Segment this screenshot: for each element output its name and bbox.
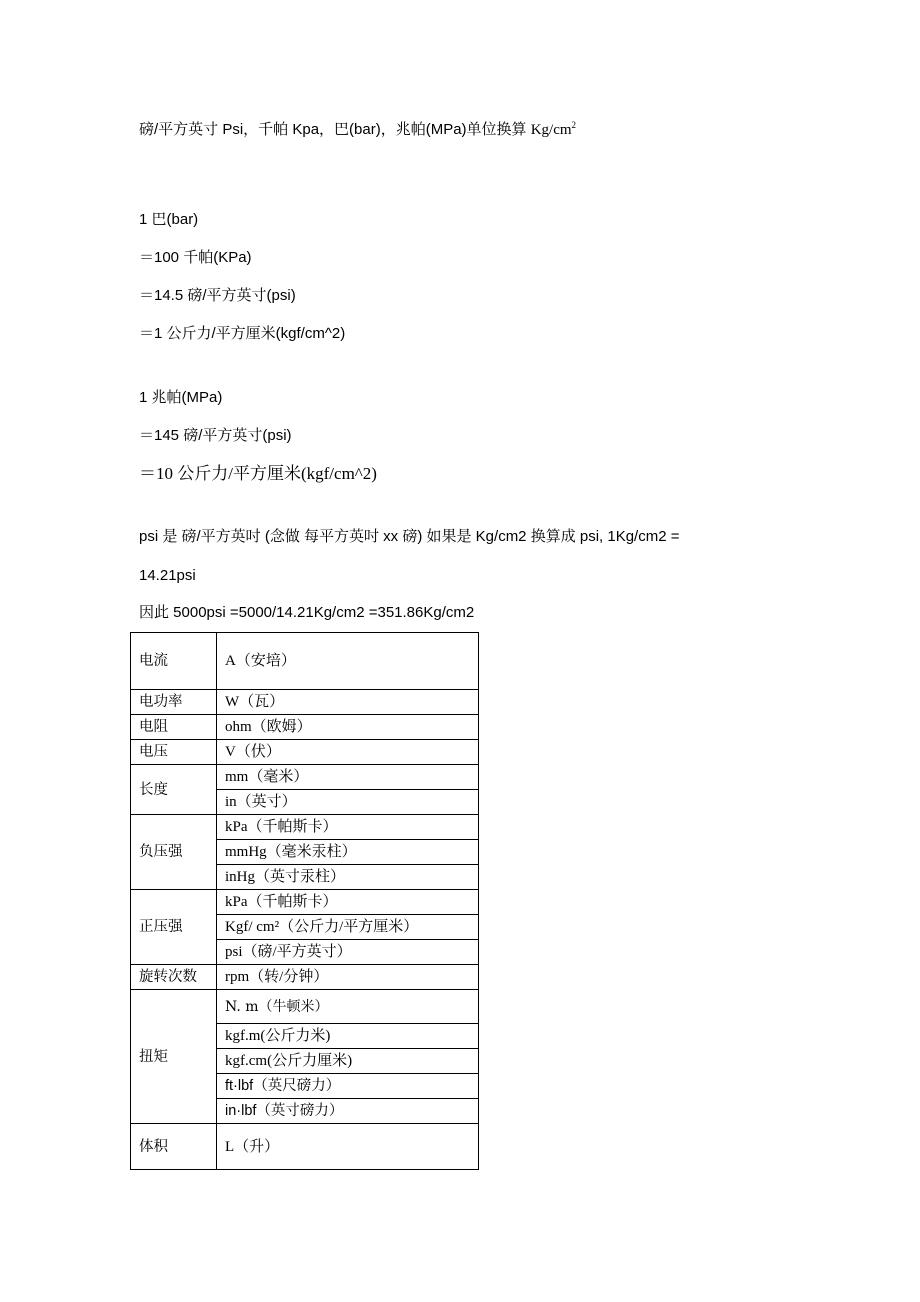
title-text: 磅/平方英寸 Psi，千帕 Kpa，巴(bar)，兆帕(MPa)单位换算 xyxy=(139,121,531,138)
unit-cell: kPa（千帕斯卡） xyxy=(217,815,479,840)
category-cell: 长度 xyxy=(131,765,217,815)
unit-cell: W（瓦） xyxy=(217,690,479,715)
category-cell: 正压强 xyxy=(131,890,217,965)
unit-cell: Kgf/ cm²（公斤力/平方厘米） xyxy=(217,915,479,940)
mpa-line-3: ＝10 公斤力/平方厘米(kgf/cm^2) xyxy=(139,464,377,483)
psi-note-line-1: psi 是 磅/平方英吋 (念做 每平方英吋 xx 磅) 如果是 Kg/cm2 换算成 psi, 1Kg/cm2 = xyxy=(139,528,680,545)
table-row xyxy=(131,690,479,715)
unit-cell: A（安培） xyxy=(217,633,479,690)
category-cell: 电流 xyxy=(131,633,217,690)
bar-line-3: ＝14.5 磅/平方英寸(psi) xyxy=(139,287,296,304)
category-cell: 扭矩 xyxy=(131,990,217,1124)
unit-cell: kPa（千帕斯卡） xyxy=(217,890,479,915)
unit-cell: mm（毫米） xyxy=(217,765,479,790)
units-table xyxy=(130,632,479,1170)
category-cell: 旋转次数 xyxy=(131,965,217,990)
bar-line-4: ＝1 公斤力/平方厘米(kgf/cm^2) xyxy=(139,325,346,342)
unit-cell: L（升） xyxy=(217,1124,479,1170)
unit-cell: in（英寸） xyxy=(217,790,479,815)
unit-cell: ohm（欧姆） xyxy=(217,715,479,740)
category-cell: 电功率 xyxy=(131,690,217,715)
unit-cell: psi（磅/平方英寸） xyxy=(217,940,479,965)
table-row xyxy=(131,815,479,840)
psi-note-line-3: 因此 5000psi =5000/14.21Kg/cm2 =351.86Kg/cm2 xyxy=(139,604,475,621)
document-title xyxy=(139,120,576,140)
unit-cell: V（伏） xyxy=(217,740,479,765)
bar-line-2: ＝100 千帕(KPa) xyxy=(139,249,252,266)
table-row xyxy=(131,765,479,790)
unit-cell: kgf.m(公斤力米) xyxy=(217,1024,479,1049)
unit-cell: in·lbf（英寸磅力） xyxy=(217,1099,479,1124)
unit-cell: ft·lbf（英尺磅力） xyxy=(217,1074,479,1099)
category-cell: 负压强 xyxy=(131,815,217,890)
table-row xyxy=(131,715,479,740)
category-cell: 电阻 xyxy=(131,715,217,740)
table-row xyxy=(131,740,479,765)
table-row xyxy=(131,990,479,1024)
table-row xyxy=(131,633,479,690)
mpa-line-1: 1 兆帕(MPa) xyxy=(139,389,223,406)
table-row xyxy=(131,1124,479,1170)
unit-cell: inHg（英寸汞柱） xyxy=(217,865,479,890)
category-cell: 电压 xyxy=(131,740,217,765)
category-cell: 体积 xyxy=(131,1124,217,1170)
unit-cell: kgf.cm(公斤力厘米) xyxy=(217,1049,479,1074)
table-row xyxy=(131,965,479,990)
table-row xyxy=(131,890,479,915)
unit-cell: N. m（牛顿米） xyxy=(217,990,479,1024)
bar-line-1: 1 巴(bar) xyxy=(139,211,199,228)
unit-cell: mmHg（毫米汞柱） xyxy=(217,840,479,865)
psi-note-line-2: 14.21psi xyxy=(139,567,196,584)
title-unit: Kg/cm xyxy=(530,122,572,138)
mpa-line-2: ＝145 磅/平方英寸(psi) xyxy=(139,427,292,444)
title-unit-superscript: 2 xyxy=(571,120,577,130)
unit-cell: rpm（转/分钟） xyxy=(217,965,479,990)
